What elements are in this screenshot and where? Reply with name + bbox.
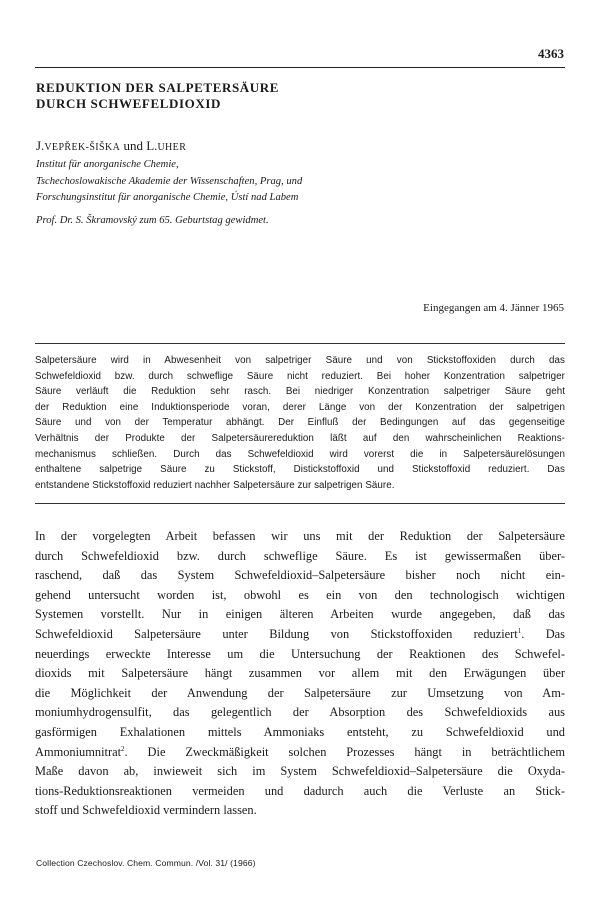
body-line: Maße davon ab, inwieweit sich im System Schwefeldioxid–Salpetersäure die Oxyda-: [35, 764, 565, 779]
affiliation-line: Forschungsinstitut für anorganische Chemie, Ústí nad Labem: [36, 192, 299, 203]
abstract-line: entstandene Stickstoffoxid reduziert nachher Salpetersäure zur salpetrigen Säure.: [35, 479, 395, 491]
body-line: die Möglichkeit der Anwendung der Salpetersäure zur Umsetzung von Am-: [35, 685, 565, 700]
affiliation-line: Tschechoslowakische Akademie der Wissenschaften, Prag, und: [36, 175, 303, 187]
page-number: 4363: [538, 46, 564, 61]
body-line: neuerdings erweckte Interesse um die Untersuchung der Reaktionen des Schwefel-: [35, 646, 565, 661]
abstract-line: Säure verläuft die Reduktion sehr rasch. Bei niedriger Konzentration salpetriger Säure geht: [35, 386, 565, 398]
journal-footer: Collection Czechoslov. Chem. Commun. /Vol. 31/ (1966): [36, 858, 256, 868]
body-line: dioxids mit Salpetersäure hängt zusammen vor allem mit den Erwägungen über: [35, 666, 565, 681]
body-line: moniumhydrogensulfit, das gelegentlich der Absorption des Schwefeldioxids aus: [35, 705, 565, 720]
body-line: gehend untersucht worden ist, obwohl es ein von den technologisch wichtigen: [35, 587, 565, 602]
body-line: durch Schwefeldioxid bzw. durch schweflige Säure. Es ist gewissermaßen über-: [35, 548, 565, 563]
body-line: stoff und Schwefeldioxid vermindern lassen.: [35, 803, 257, 818]
reference-marker: 1: [517, 626, 522, 635]
title-line-1: REDUKTION DER SALPETERSÄURE: [36, 80, 280, 95]
abstract-line: Verhältnis der Produkte der Salpetersäurereduktion läßt auf den wahrscheinlichen Reaktions-: [35, 432, 565, 444]
author-2-surname: UHER: [157, 142, 187, 153]
body-line: [35, 625, 565, 645]
body-paragraph: [35, 527, 565, 821]
abstract-line: Schwefeldioxid bzw. durch schweflige Säure nicht reduziert. Bei hoher Konzentration salpetriger: [35, 370, 565, 382]
body-line: raschend, daß das System Schwefeldioxid–Salpetersäure bisher noch nicht ein-: [35, 568, 565, 583]
author-conjunction: und: [123, 138, 143, 153]
body-text-segment: Ammoniumnitrat: [35, 744, 122, 759]
abstract-line: Salpetersäure wird in Abwesenheit von salpetriger Säure und von Stickstoffoxiden durch das: [35, 355, 565, 366]
author-list: [36, 138, 186, 154]
abstract-line: der Reduktion eine Induktionsperiode voran, derer Länge von der Konzentration der salpetrigen: [35, 401, 565, 413]
affiliation-line: Institut für anorganische Chemie,: [36, 159, 179, 170]
body-line: [35, 743, 565, 763]
body-line: tions-Reduktionsreaktionen vermeiden und dadurch auch die Verluste an Stick-: [35, 783, 565, 798]
abstract-line: Säure und von der Temperatur abhängt. Der Einfluß der Bedingungen auf das gegenseitige: [35, 417, 565, 429]
abstract: [35, 343, 565, 504]
dedication: Prof. Dr. S. Škramovský zum 65. Geburtstag gewidmet.: [36, 215, 269, 226]
title-line-2: DURCH SCHWEFELDIOXID: [36, 96, 221, 111]
body-text-segment: . Die Zweckmäßigkeit solchen Prozesses hängt in beträchtlichem: [124, 744, 565, 759]
author-1-surname: VEPŘEK-ŠIŠKA: [44, 142, 121, 153]
received-date: Eingegangen am 4. Jänner 1965: [423, 302, 564, 314]
header-rule: [35, 67, 565, 68]
abstract-line: enthaltene salpetrige Säure zu Stickstoff, Distickstoffoxid und Stickstoffoxid reduziert. Das: [35, 464, 565, 476]
body-line: Systemen vorstellt. Nur in einigen älteren Arbeiten wurde angegeben, daß das: [35, 607, 565, 622]
author-2-initial: L.: [146, 138, 158, 153]
body-text-segment: . Das: [521, 626, 566, 641]
author-1-initial: J.: [36, 138, 45, 153]
reference-marker: 2: [121, 744, 125, 753]
abstract-line: mechanismus schließen. Durch das Schwefeldioxid wird vorerst die in Salpetersäurelösungen: [35, 448, 565, 460]
article-title: [36, 80, 556, 112]
body-line: gasförmigen Exhalationen mittels Ammoniaks entsteht, zu Schwefeldioxid und: [35, 724, 565, 739]
affiliation: [36, 157, 556, 207]
body-text-segment: Schwefeldioxid Salpetersäure unter Bildung von Stickstoffoxiden reduziert: [35, 626, 518, 641]
body-line: In der vorgelegten Arbeit befassen wir uns mit der Reduktion der Salpetersäure: [35, 529, 565, 543]
